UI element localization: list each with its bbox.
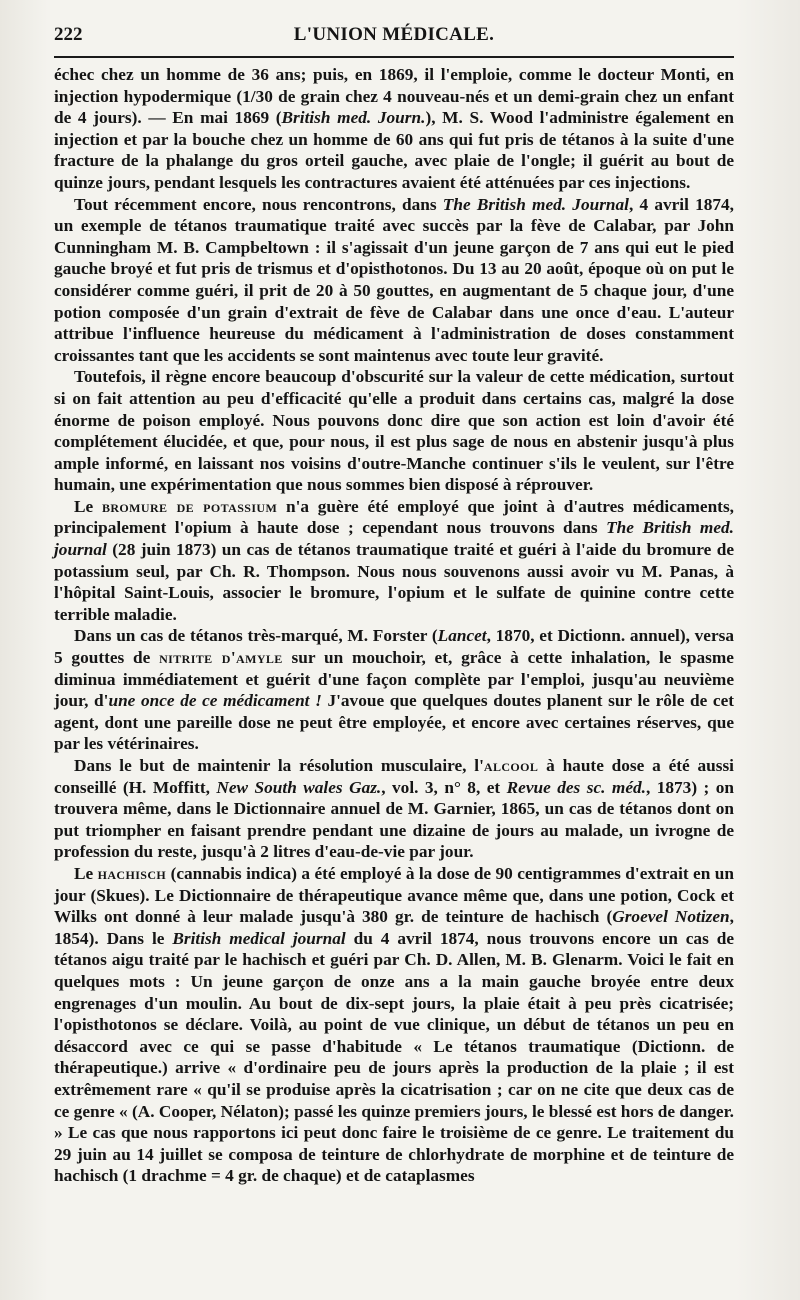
paragraph-4 — [54, 496, 734, 626]
text-run: n'a guère été employé que joint à d'autres médicaments, principalement l'opium à haute dose ; cependant nous trouvons dans — [54, 496, 734, 538]
paragraph-7 — [54, 863, 734, 1187]
page-number: 222 — [54, 24, 83, 45]
text-run: (28 juin 1873) un cas de tétanos traumatique traité et guéri à l'aide du bromure de potassium seul, par Ch. R. Thompson. Nous nous souvenons aussi avoir vu M. Panas, à l'hôpital Saint-Louis, associer le bromure, l'opium et le sulfate de quinine contre cette terrible maladie. — [54, 540, 734, 624]
paragraph-1 — [54, 64, 734, 194]
italic-citation: British med. Journ. — [281, 108, 426, 128]
italic-citation: une once de ce médicament ! — [108, 691, 322, 711]
text-run: du 4 avril 1874, nous trouvons encore un cas de tétanos aigu traité par le hachisch et guéri par Ch. D. Allen, M. B. Glenarm. Voici le fait en quelques mots : Un jeune garçon de onze ans a la main gauche broyée entre deux engrenages d'un moulin. Au bout de dix-sept jours, la plaie était à peu près cicatrisée; l'opisthotonos se déclare. Voilà, au point de vue clinique, un début de tétanos un peu en désaccord avec ce qui se passe d'habitude « Le tétanos traumatique (Dictionn. de thérapeutique.) arrive « d'ordinaire peu de jours après la production de la plaie ; il est extrêmement rare « qu'il se produise après la cicatrisation ; car on ne cite que deux cas de ce genre « (A. Cooper, Nélaton); passé les quinze premiers jours, le blessé est hors de danger. » Le cas que nous rapportons ici peut donc faire le troisième de ce genre. Le traitement du 29 juin au 14 juillet se composa de teinture de chlorhydrate de morphine et de teinture de hachisch (1 drachme = 4 gr. de chaque) et de cataplasmes — [54, 928, 734, 1186]
paragraph-3 — [54, 366, 734, 496]
text-run: J'avoue que quelques doutes planent sur le rôle de cet agent, dont une pareille dose ne peut être employée, et encore avec certaines réserves, que par les vétérinaires. — [54, 691, 734, 754]
italic-citation: The British med. journal — [54, 518, 734, 560]
text-run: , 1873) ; on trouvera même, dans le Dictionnaire annuel de M. Garnier, 1865, un cas de tétanos dont on put triompher en faisant prendre pendant une dizaine de jours au malade, un ivrogne de profession du reste, jusqu'à 2 litres d'eau-de-vie par jour. — [54, 777, 735, 862]
page-header — [54, 22, 734, 52]
italic-citation: British medical journal — [172, 928, 346, 948]
paragraph-6 — [54, 755, 734, 863]
italic-citation: The British med. Journal — [442, 194, 629, 214]
italic-citation: Lancet — [437, 626, 487, 646]
italic-citation: Groevel Notizen — [612, 907, 730, 927]
text-run: , 1870, et Dictionn. annuel), versa 5 gouttes de — [54, 626, 734, 668]
text-run: Le — [74, 496, 102, 516]
header-rule — [54, 56, 734, 58]
text-run: Le — [74, 863, 98, 883]
article-body — [54, 64, 734, 1187]
small-caps-term: bromure de potassium — [101, 496, 278, 516]
paragraph-2 — [54, 194, 734, 367]
text-run: échec chez un homme de 36 ans; puis, en 1869, il l'emploie, comme le docteur Monti, en injection hypodermique (1/30 de grain chez 4 nouveau-nés et un demi-grain chez un enfant de 4 jours). — En mai 1869 ( — [54, 65, 734, 128]
paragraph-5 — [54, 625, 734, 755]
text-run: ), M. S. Wood l'administre également en injection et par la bouche chez un homme de 60 ans qui fut pris de tétanos à la suite d'une fracture de la phalange du gros orteil gauche, avec plaie de l'ongle; il guérit au bout de quinze jours, pendant lesquels les contractures avaient été atténuées par ces injections. — [54, 108, 735, 192]
text-run: , 1854). Dans le — [54, 907, 734, 948]
small-caps-term: alcool — [483, 756, 539, 775]
text-run: (cannabis indica) a été employé à la dose de 90 centigrammes d'extrait en un jour (Skues). Le Dictionnaire de thérapeutique avance même que, dans une potion, Cock et Wilks ont donné à leur malade jusqu'à 380 gr. de teinture de hachisch ( — [54, 863, 734, 927]
text-run: , vol. 3, n° 8, et — [381, 777, 507, 797]
text-run: Toutefois, il règne encore beaucoup d'obscurité sur la valeur de cette médication, surtout si on fait attention au peu d'efficacité qu'elle a produit dans certains cas, malgré la dose énorme de poison employé. Nous pouvons donc dire que son action est loin d'avoir été complétement élucidée, et que, pour nous, il est plus sage de nous en abstenir jusqu'à plus ample informé, en laissant nos voisins d'outre-Manche continuer s'ils le veulent, sur l'être humain, une expérimentation que nous sommes bien disposé à réprouver. — [54, 367, 734, 495]
text-run: Dans le but de maintenir la résolution musculaire, l' — [74, 756, 484, 775]
italic-citation: Revue des sc. méd. — [506, 777, 646, 797]
text-run: , 4 avril 1874, un exemple de tétanos traumatique traité avec succès par la fève de Calabar, par John Cunningham M. B. Campbeltown : il s'agissait d'un jeune garçon de 7 ans qui eut le pied gauche broyé et fut pris de trismus et d'opisthotonos. Du 13 au 20 août, époque où on put le considérer comme guéri, il prit de 20 à 50 gouttes, en augmentant de 5 chaque jour, d'une potion composée d'un grain d'extrait de fève de Calabar dans une once d'eau. L'auteur attribue l'influence heureuse du médicament à l'administration de doses constamment croissantes tant que les accidents se sont maintenus avec toute leur gravité. — [54, 194, 734, 365]
text-run: sur un mouchoir, et, grâce à cette inhalation, le spasme diminua immédiatement et guérit d'une façon complète par l'emploi, jusqu'au neuvième jour, d' — [54, 648, 734, 711]
text-run: Tout récemment encore, nous rencontrons, dans — [74, 194, 443, 214]
text-run: Dans un cas de tétanos très-marqué, M. Forster ( — [74, 626, 438, 646]
bleed-through-area — [90, 1270, 730, 1290]
small-caps-term: nitrite d'amyle — [159, 648, 283, 668]
small-caps-term: hachisch — [97, 863, 167, 883]
italic-citation: New South wales Gaz. — [216, 777, 382, 797]
running-title: L'UNION MÉDICALE. — [293, 24, 495, 45]
text-run: à haute dose a été aussi conseillé (H. Moffitt, — [54, 756, 734, 797]
